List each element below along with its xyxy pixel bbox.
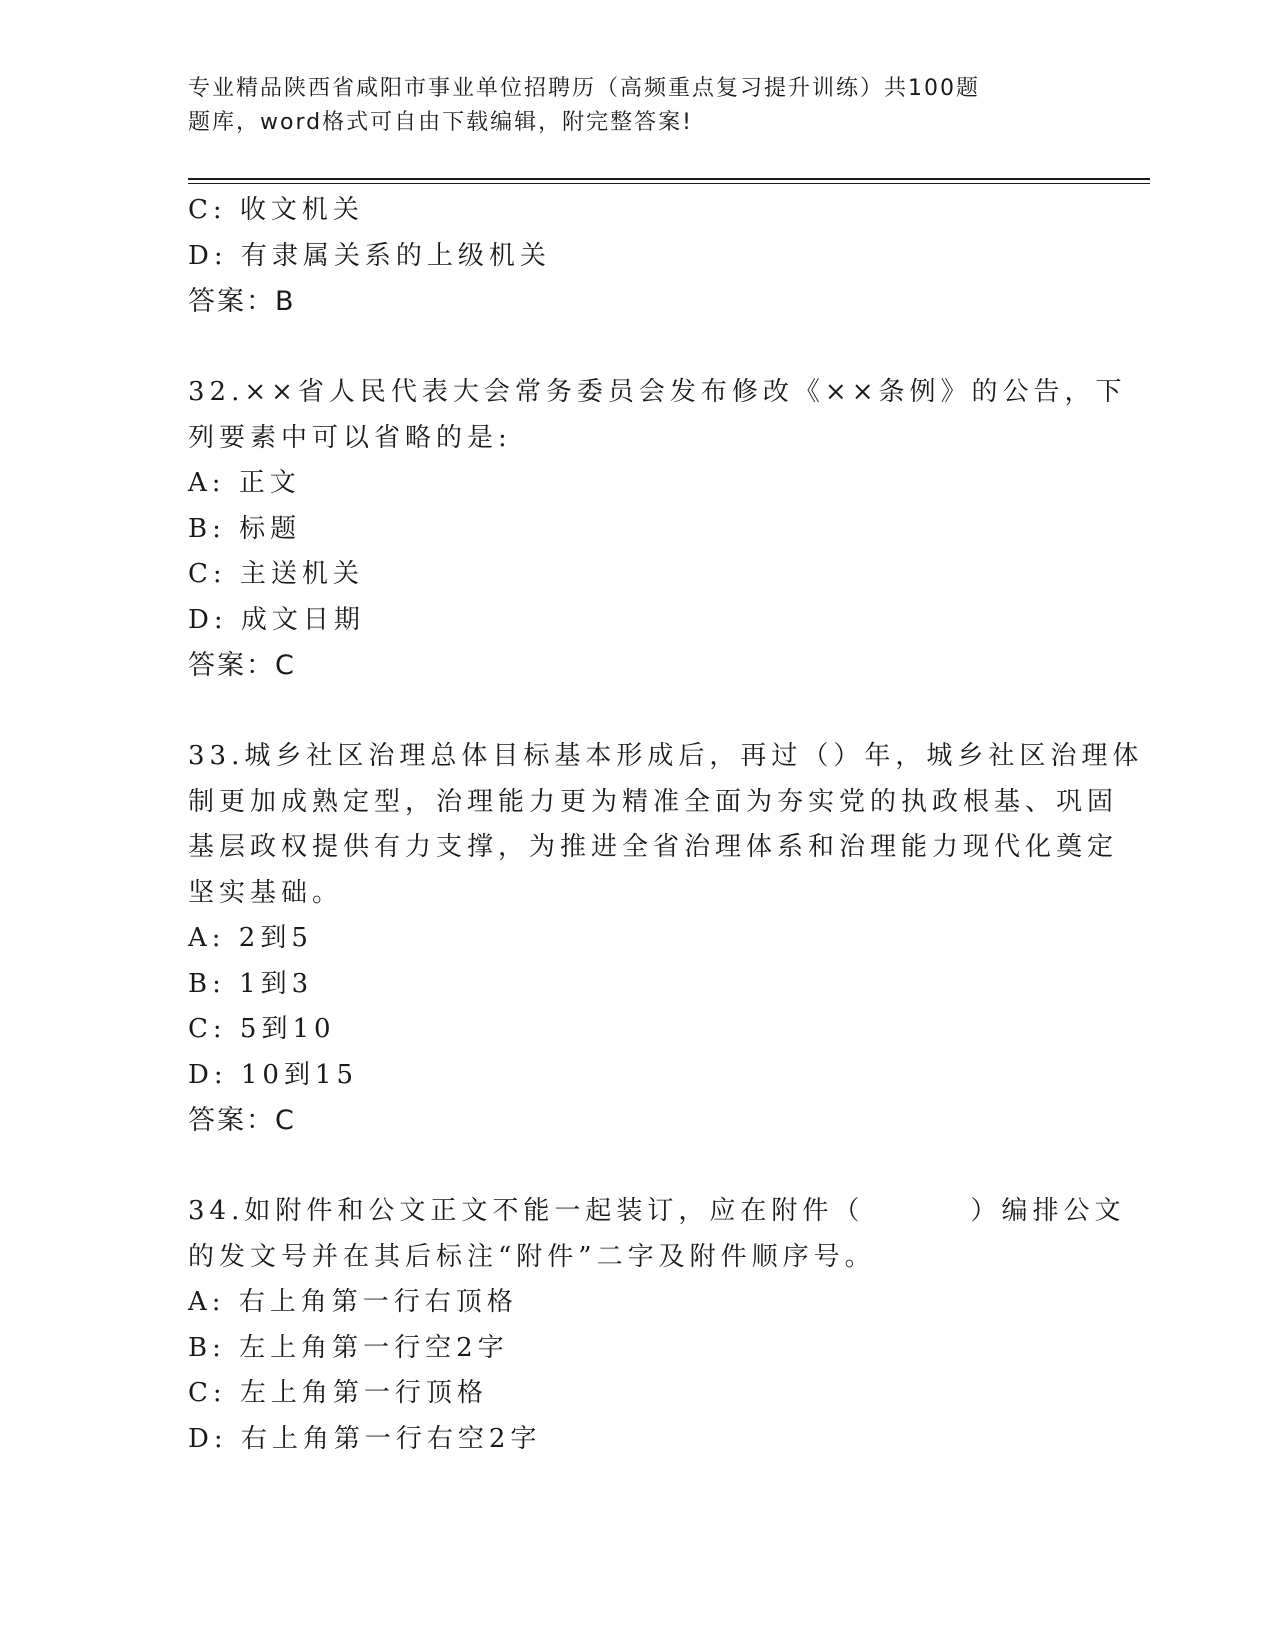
option-c: C: 左上角第一行顶格	[188, 1378, 488, 1408]
option-a: A: 正文	[188, 468, 301, 498]
question-34	[188, 1189, 1126, 1462]
option-c: C: 主送机关	[188, 559, 364, 589]
option-d: D: 10到15	[188, 1059, 359, 1090]
option-b: B: 1到3	[188, 968, 314, 999]
document-body	[188, 188, 1144, 1462]
question-stem: 制更加成熟定型，治理能力更为精准全面为夯实党的执政根基、巩固	[188, 786, 1119, 817]
answer: 答案：C	[188, 1105, 296, 1136]
question-stem: 坚实基础。	[188, 877, 344, 908]
option-b: B: 标题	[188, 513, 302, 544]
header-divider-thin	[188, 183, 1150, 184]
question-stem: 34.如附件和公文正文不能一起装订，应在附件（ ）编排公文	[188, 1196, 1126, 1226]
option-a: A: 2到5	[188, 923, 313, 953]
answer: 答案：B	[188, 286, 296, 317]
question-stem: 的发文号并在其后标注“附件”二字及附件顺序号。	[188, 1241, 876, 1272]
document-header	[188, 72, 1048, 140]
option-d: D: 成文日期	[188, 604, 365, 635]
spacer	[188, 325, 1088, 371]
question-stem: 基层政权提供有力支撑，为推进全省治理体系和治理能力现代化奠定	[188, 832, 1119, 862]
question-31	[188, 188, 1088, 325]
spacer	[188, 689, 1088, 735]
question-stem: 33.城乡社区治理总体目标基本形成后，再过（）年，城乡社区治理体	[188, 741, 1144, 771]
spacer	[188, 1144, 1088, 1190]
question-32	[188, 370, 1127, 689]
option-d: D: 右上角第一行右空2字	[188, 1423, 542, 1454]
header-title-line-2: 题库，word格式可自由下载编辑，附完整答案!	[188, 110, 693, 135]
question-33	[188, 734, 1144, 1144]
option-a: A: 右上角第一行右顶格	[188, 1287, 518, 1317]
header-divider	[188, 178, 1150, 180]
answer: 答案：C	[188, 650, 296, 681]
option-d: D: 有隶属关系的上级机关	[188, 240, 551, 271]
option-c: C: 收文机关	[188, 195, 364, 225]
question-stem: 32.××省人民代表大会常务委员会发布修改《××条例》的公告，下	[188, 377, 1127, 407]
question-stem: 列要素中可以省略的是:	[188, 422, 512, 453]
option-b: B: 左上角第一行空2字	[188, 1332, 509, 1363]
header-title-line-1: 专业精品陕西省咸阳市事业单位招聘历（高频重点复习提升训练）共100题	[188, 76, 980, 101]
option-c: C: 5到10	[188, 1014, 336, 1044]
